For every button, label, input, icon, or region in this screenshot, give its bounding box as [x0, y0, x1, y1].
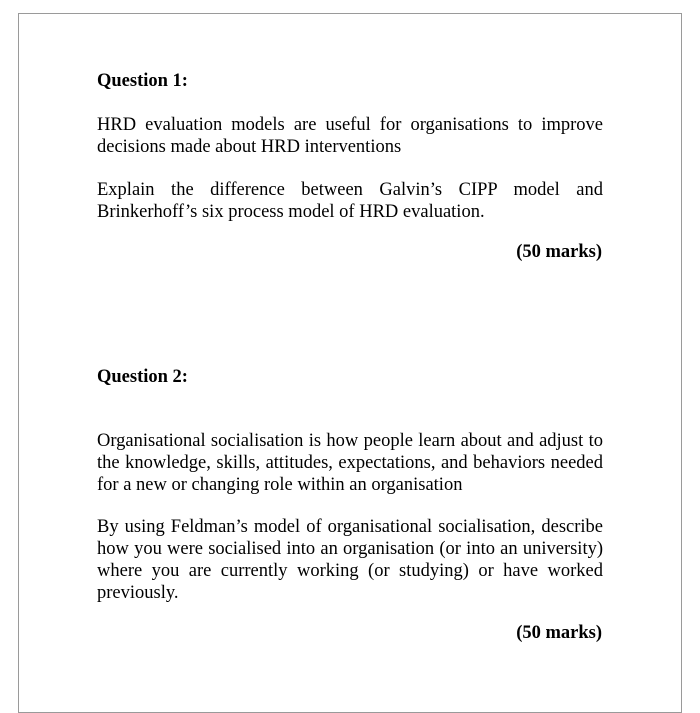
- question-1-marks: (50 marks): [516, 242, 602, 262]
- question-2-marks: (50 marks): [516, 623, 602, 643]
- question-2-paragraph-1: Organisational socialisation is how people learn about and adjust to the knowledge, skills, attitudes, expectations, and behaviors needed for a new or changing role within an organisation: [97, 431, 603, 495]
- question-2-heading: Question 2:: [97, 367, 188, 387]
- question-1-paragraph-2: Explain the difference between Galvin’s CIPP model and Brinkerhoff’s six process model of HRD evaluation.: [97, 180, 603, 222]
- question-1-paragraph-1: HRD evaluation models are useful for organisations to improve decisions made about HRD interventions: [97, 115, 603, 157]
- document-page: [18, 13, 682, 713]
- question-2-paragraph-2: By using Feldman’s model of organisational socialisation, describe how you were socialised into an organisation (or into an university) where you are currently working (or studying) or have worked previously.: [97, 517, 603, 603]
- question-1-heading: Question 1:: [97, 71, 188, 91]
